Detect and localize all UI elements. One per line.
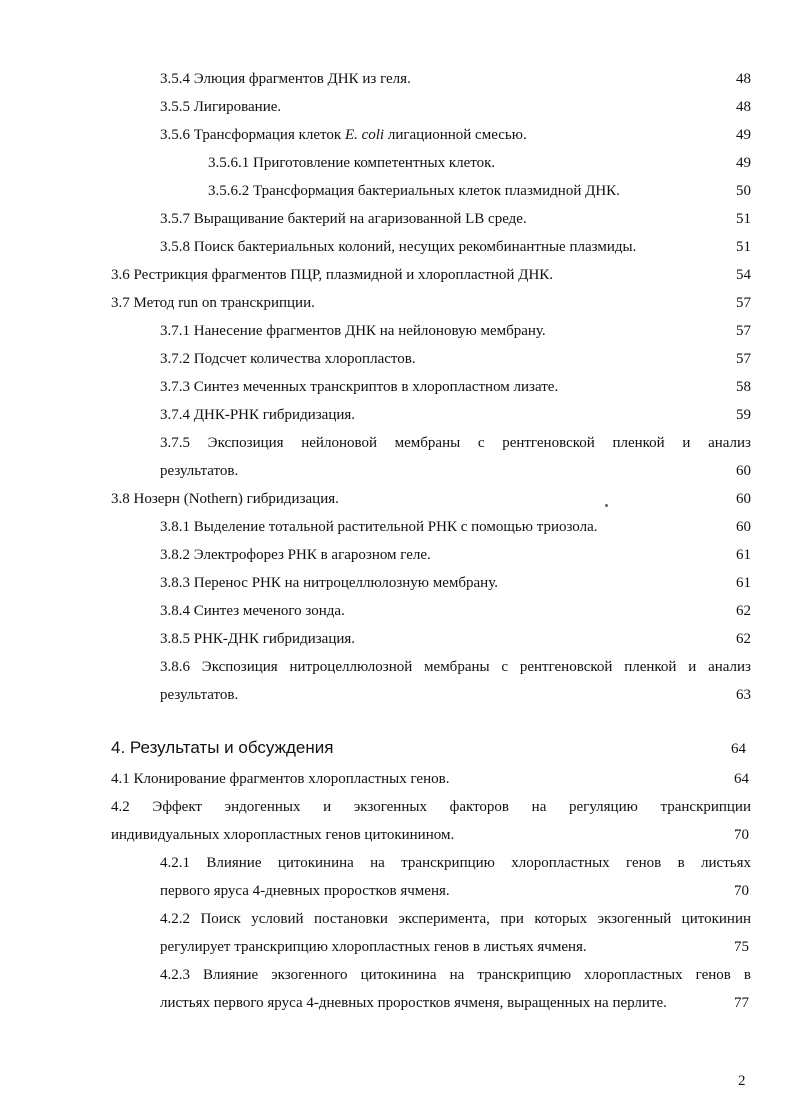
toc-entry-3-8-6-line1: 3.8.6 Экспозиция нитроцеллюлозной мембраны с рентгеновской пленкой и анализ bbox=[160, 659, 751, 675]
toc-entry-3-8-2: 3.8.2 Электрофорез РНК в агарозном геле. bbox=[160, 547, 431, 563]
toc-entry-3-5-6-1: 3.5.6.1 Приготовление компетентных клеток. bbox=[208, 155, 496, 171]
toc-entry-4-2-2-line1: 4.2.2 Поиск условий постановки эксперимента, при которых экзогенный цитокинин bbox=[160, 911, 751, 927]
toc-entry-3-5-4: 3.5.4 Элюция фрагментов ДНК из геля. bbox=[160, 71, 411, 87]
toc-entry-3-5-6-suffix: лигационной смесью. bbox=[384, 127, 527, 143]
toc-page-4-2-2: 75 bbox=[734, 939, 749, 955]
toc-entry-3-7-2: 3.7.2 Подсчет количества хлоропластов. bbox=[160, 351, 416, 367]
toc-page-3-6: 54 bbox=[736, 267, 751, 283]
toc-entry-3-7-3: 3.7.3 Синтез меченных транскриптов в хлоропластном лизате. bbox=[160, 379, 559, 395]
toc-entry-3-5-6 bbox=[160, 125, 527, 145]
toc-entry-3-5-6-italic: E. coli bbox=[344, 127, 385, 143]
toc-page-4-1: 64 bbox=[734, 771, 749, 787]
toc-entry-3-8: 3.8 Нозерн (Nothern) гибридизация. bbox=[111, 491, 339, 507]
toc-entry-3-8-5: 3.8.5 РНК-ДНК гибридизация. bbox=[160, 631, 356, 647]
toc-page-3-7: 57 bbox=[736, 295, 751, 311]
toc-entry-4-2-line1: 4.2 Эффект эндогенных и экзогенных факторов на регуляцию транскрипции bbox=[111, 799, 751, 815]
toc-page-4-2: 70 bbox=[734, 827, 749, 843]
toc-page-3-5-7: 51 bbox=[736, 211, 751, 227]
toc-page-3-5-6-2: 50 bbox=[736, 183, 751, 199]
toc-page-3-8-5: 62 bbox=[736, 631, 751, 647]
toc-page-3-7-4: 59 bbox=[736, 407, 751, 423]
toc-page-3-8-2: 61 bbox=[736, 547, 751, 563]
toc-page-3-5-8: 51 bbox=[736, 239, 751, 255]
toc-entry-4-1: 4.1 Клонирование фрагментов хлоропластных генов. bbox=[111, 771, 450, 787]
toc-page-3-8-6: 63 bbox=[736, 687, 751, 703]
toc-page-3-7-5: 60 bbox=[736, 463, 751, 479]
toc-entry-3-5-6-2: 3.5.6.2 Трансформация бактериальных клеток плазмидной ДНК. bbox=[208, 183, 620, 199]
section-heading-4: 4. Результаты и обсуждения bbox=[111, 738, 334, 757]
toc-page-3-8-3: 61 bbox=[736, 575, 751, 591]
toc-entry-3-7-5-line1: 3.7.5 Экспозиция нейлоновой мембраны с рентгеновской пленкой и анализ bbox=[160, 435, 751, 451]
toc-page-3-7-1: 57 bbox=[736, 323, 751, 339]
toc-page-3-5-4: 48 bbox=[736, 71, 751, 87]
toc-page-3-8-1: 60 bbox=[736, 519, 751, 535]
toc-page-3-5-6: 49 bbox=[736, 127, 751, 143]
toc-entry-3-5-8: 3.5.8 Поиск бактериальных колоний, несущих рекомбинантные плазмиды. bbox=[160, 239, 637, 255]
toc-entry-4-2-1-line2: первого яруса 4-дневных проростков ячменя. bbox=[160, 883, 450, 899]
toc-page-4-2-3: 77 bbox=[734, 995, 749, 1011]
toc-page-4-2-1: 70 bbox=[734, 883, 749, 899]
toc-page-4: 64 bbox=[731, 741, 746, 757]
toc-page-3-7-2: 57 bbox=[736, 351, 751, 367]
toc-entry-3-8-4: 3.8.4 Синтез меченого зонда. bbox=[160, 603, 345, 619]
page-number: 2 bbox=[738, 1073, 746, 1089]
toc-entry-3-7: 3.7 Метод run on транскрипции. bbox=[111, 295, 315, 311]
toc-entry-3-7-4: 3.7.4 ДНК-РНК гибридизация. bbox=[160, 407, 356, 423]
toc-entry-4-2-3-line1: 4.2.3 Влияние экзогенного цитокинина на транскрипцию хлоропластных генов в bbox=[160, 967, 751, 983]
toc-entry-3-7-5-line2: результатов. bbox=[160, 463, 239, 479]
toc-page-3-7-3: 58 bbox=[736, 379, 751, 395]
toc-page-3-8: 60 bbox=[736, 491, 751, 507]
toc-entry-3-5-5: 3.5.5 Лигирование. bbox=[160, 99, 282, 115]
toc-entry-4-2-3-line2: листьях первого яруса 4-дневных проростков ячменя, выращенных на перлите. bbox=[160, 995, 667, 1011]
toc-entry-3-8-3: 3.8.3 Перенос РНК на нитроцеллюлозную мембрану. bbox=[160, 575, 498, 591]
toc-page-3-5-6-1: 49 bbox=[736, 155, 751, 171]
toc-entry-3-8-6-line2: результатов. bbox=[160, 687, 239, 703]
toc-page-3-5-5: 48 bbox=[736, 99, 751, 115]
toc-page-3-8-4: 62 bbox=[736, 603, 751, 619]
toc-entry-4-2-1-line1: 4.2.1 Влияние цитокинина на транскрипцию хлоропластных генов в листьях bbox=[160, 855, 751, 871]
toc-entry-3-5-6-prefix: 3.5.6 Трансформация клеток bbox=[160, 127, 345, 143]
toc-entry-3-8-1: 3.8.1 Выделение тотальной растительной РНК с помощью триозола. bbox=[160, 519, 598, 535]
toc-entry-3-6: 3.6 Рестрикция фрагментов ПЦР, плазмидной и хлоропластной ДНК. bbox=[111, 267, 554, 283]
scan-speck bbox=[605, 504, 608, 507]
toc-entry-4-2-line2: индивидуальных хлоропластных генов цитокинином. bbox=[111, 827, 455, 843]
toc-entry-3-7-1: 3.7.1 Нанесение фрагментов ДНК на нейлоновую мембрану. bbox=[160, 323, 546, 339]
toc-entry-3-5-7: 3.5.7 Выращивание бактерий на агаризованной LB среде. bbox=[160, 211, 527, 227]
toc-entry-4-2-2-line2: регулирует транскрипцию хлоропластных генов в листьях ячменя. bbox=[160, 939, 587, 955]
